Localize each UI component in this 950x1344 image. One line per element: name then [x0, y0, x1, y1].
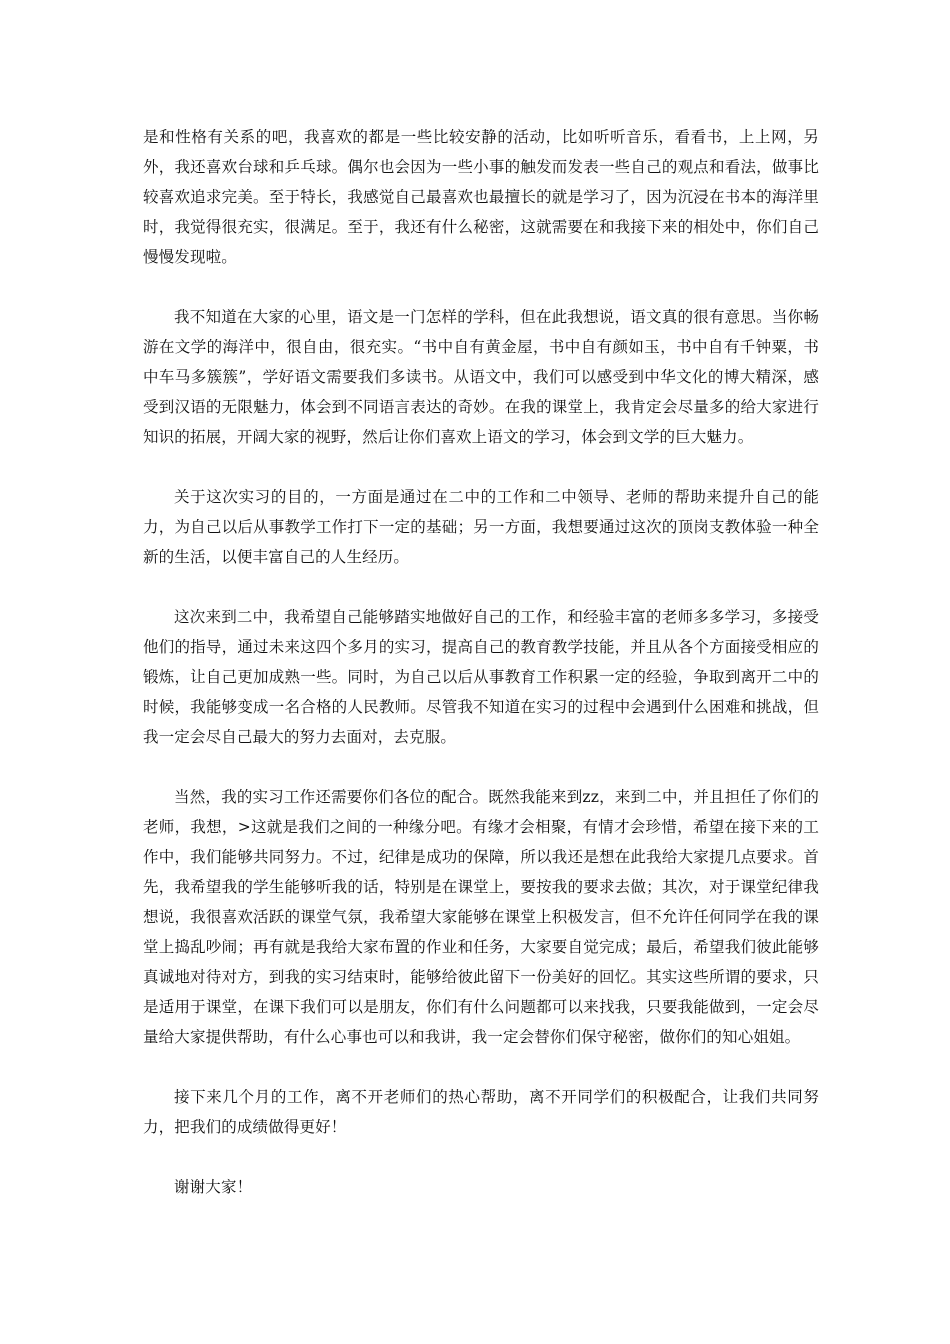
paragraph-internship-purpose: 关于这次实习的目的，一方面是通过在二中的工作和二中领导、老师的帮助来提升自己的能力，为自己以后从事教学工作打下一定的基础；另一方面，我想要通过这次的顶岗支教体验一种全新的生活，以便丰富自己的人生经历。: [143, 488, 819, 566]
paragraph-closing-wish: 接下来几个月的工作，离不开老师们的热心帮助，离不开同学们的积极配合，让我们共同努力，把我们的成绩做得更好！: [143, 1088, 819, 1136]
paragraph-self-introduction: 是和性格有关系的吧，我喜欢的都是一些比较安静的活动，比如听听音乐，看看书，上上网，另外，我还喜欢台球和乒乓球。偶尔也会因为一些小事的触发而发表一些自己的观点和看法，做事比较喜欢追求完美。至于特长，我感觉自己最喜欢也最擅长的就是学习了，因为沉浸在书本的海洋里时，我觉得很充实，很满足。至于，我还有什么秘密，这就需要在和我接下来的相处中，你们自己慢慢发现啦。: [143, 128, 819, 266]
document-body: [143, 122, 819, 1232]
paragraph-thanks: 谢谢大家！: [174, 1178, 253, 1196]
paragraph-class-requirements: 当然，我的实习工作还需要你们各位的配合。既然我能来到zz，来到二中，并且担任了你们的老师，我想，>这就是我们之间的一种缘分吧。有缘才会相聚，有情才会珍惜，希望在接下来的工作中，我们能够共同努力。不过，纪律是成功的保障，所以我还是想在此我给大家提几点要求。首先，我希望我的学生能够听我的话，特别是在课堂上，要按我的要求去做；其次，对于课堂纪律我想说，我很喜欢活跃的课堂气氛，我希望大家能够在课堂上积极发言，但不允许任何同学在我的课堂上捣乱吵闹；再有就是我给大家布置的作业和任务，大家要自觉完成；最后，希望我们彼此能够真诚地对待对方，到我的实习结束时，能够给彼此留下一份美好的回忆。其实这些所谓的要求，只是适用于课堂，在课下我们可以是朋友，你们有什么问题都可以来找我，只要我能做到，一定会尽量给大家提供帮助，有什么心事也可以和我讲，我一定会替你们保守秘密，做你们的知心姐姐。: [143, 788, 819, 1046]
paragraph-internship-goals: 这次来到二中，我希望自己能够踏实地做好自己的工作，和经验丰富的老师多多学习，多接受他们的指导，通过未来这四个多月的实习，提高自己的教育教学技能，并且从各个方面接受相应的锻炼，让自己更加成熟一些。同时，为自己以后从事教育工作积累一定的经验，争取到离开二中的时候，我能够变成一名合格的人民教师。尽管我不知道在实习的过程中会遇到什么困难和挑战，但我一定会尽自己最大的努力去面对，去克服。: [143, 608, 819, 746]
paragraph-chinese-subject: 我不知道在大家的心里，语文是一门怎样的学科，但在此我想说，语文真的很有意思。当你畅游在文学的海洋中，很自由，很充实。“书中自有黄金屋，书中自有颜如玉，书中自有千钟粟，书中车马多簇簇”，学好语文需要我们多读书。从语文中，我们可以感受到中华文化的博大精深，感受到汉语的无限魅力，体会到不同语言表达的奇妙。在我的课堂上，我肯定会尽量多的给大家进行知识的拓展，开阔大家的视野，然后让你们喜欢上语文的学习，体会到文学的巨大魅力。: [143, 308, 819, 446]
